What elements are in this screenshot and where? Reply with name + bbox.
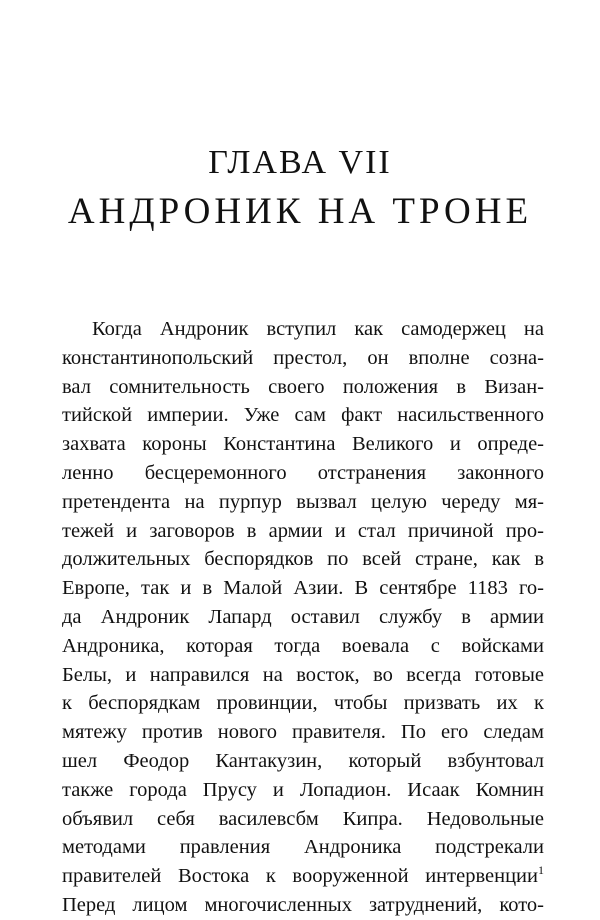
text-line: Андроника, которая тогда воевала с войсками [62,634,544,657]
text-line-with-footnote [62,862,544,891]
chapter-number: ГЛАВА VII [208,144,392,181]
text-line: Когда Андроник вступил как самодержец на [92,318,544,340]
chapter-title: АНДРОНИК НА ТРОНЕ [67,191,533,232]
text-line: вал сомнительность своего положения в Визан- [62,375,544,398]
text-line: методами правления Андроника подстрекали [62,836,544,859]
text-line: должительных беспорядков по всей стране, как в [62,548,544,571]
text-line: тежей и заговоров в армии и стал причиной про- [62,519,544,542]
text-line: претендента на пурпур вызвал целую череду мя- [62,490,544,513]
text-line: к беспорядкам провинции, чтобы призвать их к [62,692,544,715]
text-line: мятежу против нового правителя. По его следам [62,721,544,744]
text-line: Белы, и направился на восток, во всегда готовые [62,663,544,686]
text-line: Перед лицом многочисленных затруднений, кото- [62,893,544,916]
text-line: да Андроник Лапард оставил службу в армии [62,605,544,628]
text-line-content: правителей Востока к вооруженной интервенции [62,865,538,888]
body-paragraph [62,315,544,920]
text-line: тийской империи. Уже сам факт насильственного [62,404,544,427]
text-line: также города Прусу и Лопадион. Исаак Комнин [62,778,544,801]
text-line: константинопольский престол, он вполне созна- [62,346,544,369]
footnote-marker[interactable]: 1 [538,863,544,878]
text-line: ленно бесцеремонного отстранения законного [62,461,544,484]
text-line: Европе, так и в Малой Азии. В сентябре 1183 го- [62,577,544,600]
text-line: захвата короны Константина Великого и опреде- [62,433,544,456]
text-line: объявил себя василевсбм Кипра. Недовольные [62,807,544,830]
text-line: шел Феодор Кантакузин, который взбунтовал [62,749,544,772]
